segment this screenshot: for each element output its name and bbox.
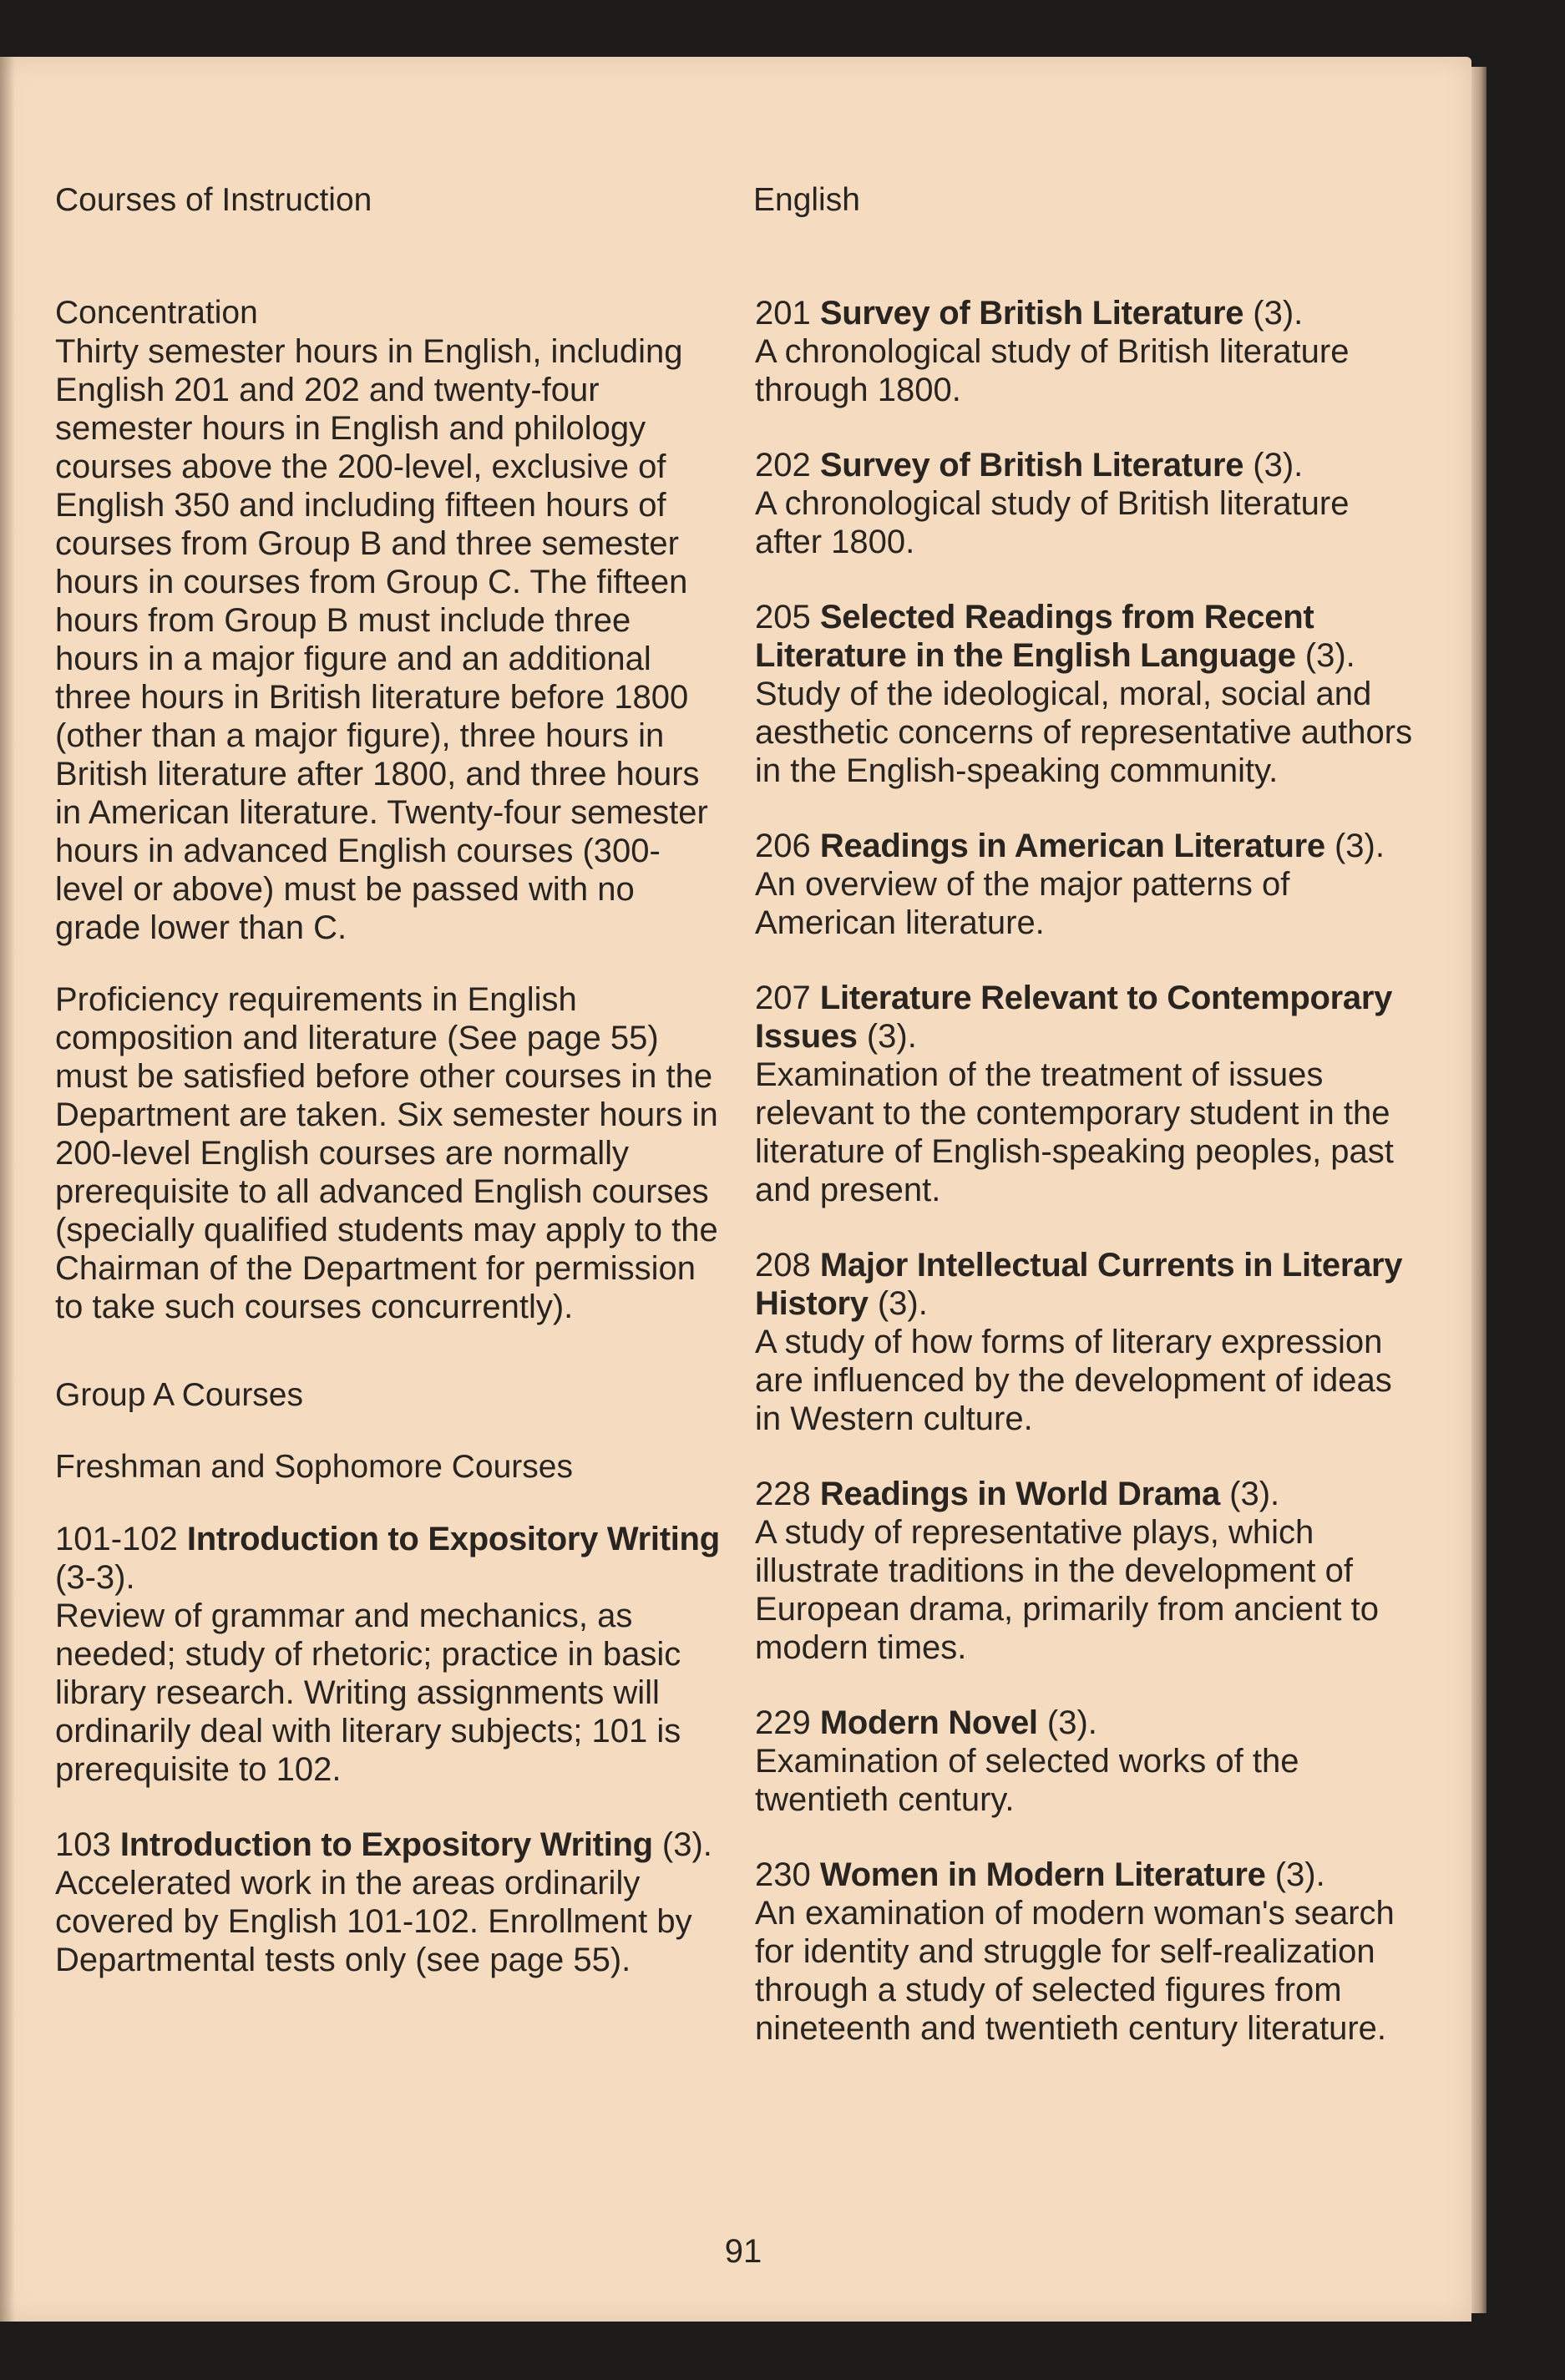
course-credits: (3). — [1253, 447, 1304, 484]
course-name: Readings in World Drama — [819, 1476, 1220, 1512]
freshman-sophomore-heading: Freshman and Sophomore Courses — [55, 1449, 573, 1485]
course-description: Study of the ideological, moral, social and aesthetic concerns of representative authors in the English-speaking community. — [755, 676, 1413, 789]
course-entry — [755, 294, 1415, 409]
course-number: 101-102 — [55, 1521, 178, 1557]
course-name: Major Intellectual Currents in Literary History — [755, 1247, 1403, 1322]
course-number: 201 — [755, 295, 811, 332]
course-title-line — [755, 1856, 1415, 1894]
course-entry — [55, 1826, 723, 1979]
course-number: 230 — [755, 1856, 811, 1893]
course-entry — [755, 598, 1415, 790]
course-number: 208 — [755, 1247, 811, 1284]
course-credits: (3). — [1304, 637, 1355, 674]
course-title-line — [755, 827, 1415, 865]
course-description: An overview of the major patterns of American literature. — [755, 866, 1290, 941]
course-number: 103 — [55, 1826, 111, 1863]
course-name: Readings in American Literature — [819, 828, 1325, 864]
course-title-line — [755, 294, 1415, 332]
course-title-line — [55, 1826, 723, 1864]
course-credits: (3). — [1046, 1704, 1097, 1741]
course-entry — [755, 1475, 1415, 1667]
course-name: Women in Modern Literature — [819, 1856, 1266, 1893]
course-entry — [755, 446, 1415, 561]
concentration-heading: Concentration — [55, 295, 258, 331]
course-credits: (3). — [661, 1826, 712, 1863]
course-credits: (3). — [877, 1285, 928, 1322]
course-number: 205 — [755, 599, 811, 636]
course-credits: (3-3). — [55, 1559, 135, 1596]
course-number: 202 — [755, 447, 811, 484]
left-column — [55, 294, 723, 2016]
course-name: Modern Novel — [819, 1704, 1038, 1741]
course-credits: (3). — [1253, 295, 1304, 332]
course-entry — [755, 827, 1415, 942]
course-description: A study of representative plays, which illustrate traditions in the development of European drama, primarily from ancient to modern times. — [755, 1514, 1379, 1666]
course-entry — [755, 979, 1415, 1209]
course-title-line — [755, 1704, 1415, 1742]
course-description: Review of grammar and mechanics, as needed; study of rhetoric; practice in basic library research. Writing assignments will ordinarily deal with literary subjects; 101 is prerequisite to 102. — [55, 1598, 681, 1788]
course-name: Literature Relevant to Contemporary Issues — [755, 980, 1393, 1055]
course-title-line — [755, 446, 1415, 484]
course-name: Survey of British Literature — [819, 447, 1244, 484]
course-credits: (3). — [1229, 1476, 1280, 1512]
page-binding-shadow — [0, 57, 15, 2322]
course-name: Introduction to Expository Writing — [186, 1521, 720, 1557]
course-description: A study of how forms of literary expression are influenced by the development of ideas in Western culture. — [755, 1324, 1392, 1437]
course-number: 229 — [755, 1704, 811, 1741]
course-description: A chronological study of British literature after 1800. — [755, 485, 1350, 560]
course-description: Examination of selected works of the twentieth century. — [755, 1743, 1299, 1818]
course-title-line — [755, 1475, 1415, 1513]
course-title-line — [55, 1520, 723, 1597]
concentration-text: Thirty semester hours in English, including English 201 and 202 and twenty-four semester hours in English and philology courses above the 200-level, exclusive of English 350 and including fifteen hours of courses from Group B and three semester hours in courses from Group C. The fifteen hours from Group B must include three hours in a major figure and an additional three hours in British literature before 1800 (other than a major figure), three hours in British literature after 1800, and three hours in American literature. Twenty-four semester hours in advanced English courses (300-level or above) must be passed with no grade lower than C. — [55, 333, 708, 946]
course-description: Examination of the treatment of issues relevant to the contemporary student in the literature of English-speaking peoples, past and present. — [755, 1056, 1394, 1208]
course-credits: (3). — [1274, 1856, 1325, 1893]
proficiency-text: Proficiency requirements in English composition and literature (See page 55) must be satisfied before other courses in the Department are taken. Six semester hours in 200-level English courses are normally prerequisite to all advanced English courses (specially qualified students may apply to the Chairman of the Department for permission to take such courses concurrently). — [55, 981, 718, 1325]
page-edge — [1471, 67, 1486, 2313]
running-header-left: Courses of Instruction — [55, 182, 372, 218]
course-name: Survey of British Literature — [819, 295, 1244, 332]
course-entry — [755, 1246, 1415, 1438]
page-number: 91 — [724, 2233, 762, 2270]
right-column — [755, 294, 1415, 2084]
course-entry — [755, 1704, 1415, 1819]
course-credits: (3). — [866, 1018, 917, 1055]
course-credits: (3). — [1334, 828, 1385, 864]
course-number: 228 — [755, 1476, 811, 1512]
course-title-line — [755, 979, 1415, 1056]
course-description: An examination of modern woman's search for identity and struggle for self-realization through a study of selected figures from nineteenth and twentieth century literature. — [755, 1895, 1395, 2047]
course-name: Selected Readings from Recent Literature in the English Language — [755, 599, 1314, 674]
course-number: 207 — [755, 980, 811, 1016]
course-number: 206 — [755, 828, 811, 864]
course-entry — [755, 1856, 1415, 2048]
course-title-line — [755, 598, 1415, 675]
course-description: A chronological study of British literature through 1800. — [755, 333, 1350, 408]
course-entry — [55, 1520, 723, 1789]
group-a-heading: Group A Courses — [55, 1377, 303, 1413]
course-name: Introduction to Expository Writing — [119, 1826, 653, 1863]
course-description: Accelerated work in the areas ordinarily covered by English 101-102. Enrollment by Departmental tests only (see page 55). — [55, 1865, 692, 1978]
course-title-line — [755, 1246, 1415, 1323]
running-header-right: English — [753, 182, 860, 218]
